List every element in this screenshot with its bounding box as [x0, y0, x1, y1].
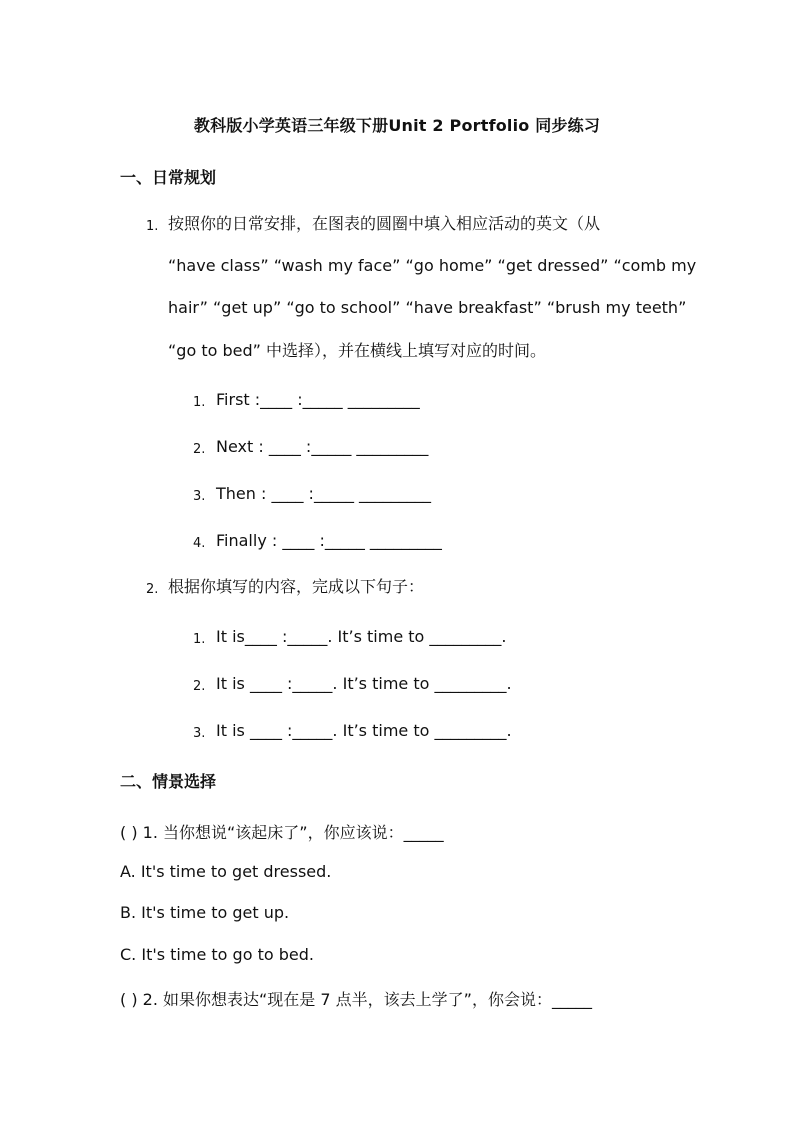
fill-in-item: Finally : ____ :_____ _________: [216, 531, 442, 550]
fill-in-item: First :____ :_____ _________: [216, 390, 420, 409]
question-text-line: “go to bed” 中选择），并在横线上填写对应的时间。: [168, 341, 547, 360]
choice-option-b: B. It's time to get up.: [120, 903, 290, 922]
item-number: 1.: [193, 632, 206, 647]
item-number: 4.: [193, 536, 206, 551]
sentence-item: It is ____ :_____. It’s time to _________.: [216, 674, 512, 693]
sentence-item: It is____ :_____. It’s time to _________.: [216, 627, 507, 646]
choice-option-a: A. It's time to get dressed.: [120, 862, 332, 881]
page-title: 教科版小学英语三年级下册Unit 2 Portfolio 同步练习: [193, 116, 601, 135]
question-text-line: hair” “get up” “go to school” “have breakfast” “brush my teeth”: [168, 298, 687, 317]
question-number: 1.: [146, 219, 159, 234]
section-heading-situation-choice: 二、情景选择: [120, 772, 217, 791]
item-number: 3.: [193, 489, 206, 504]
item-number: 3.: [193, 726, 206, 741]
choice-option-c: C. It's time to go to bed.: [120, 945, 314, 964]
question-text-line: “have class” “wash my face” “go home” “get dressed” “comb my: [168, 256, 697, 275]
choice-question-prompt: ( ) 1. 当你想说“该起床了”，你应该说：_____: [120, 823, 444, 842]
fill-in-item: Next : ____ :_____ _________: [216, 437, 429, 456]
question-text-line: 按照你的日常安排，在图表的圆圈中填入相应活动的英文（从: [168, 214, 601, 233]
question-number: 2.: [146, 582, 159, 597]
item-number: 2.: [193, 442, 206, 457]
choice-question-prompt: ( ) 2. 如果你想表达“现在是 7 点半，该去上学了”，你会说：_____: [120, 990, 592, 1009]
item-number: 2.: [193, 679, 206, 694]
fill-in-item: Then : ____ :_____ _________: [216, 484, 432, 503]
section-heading-daily-plan: 一、日常规划: [120, 168, 217, 187]
sentence-item: It is ____ :_____. It’s time to _________.: [216, 721, 512, 740]
item-number: 1.: [193, 395, 206, 410]
question-text: 根据你填写的内容，完成以下句子：: [168, 577, 425, 596]
